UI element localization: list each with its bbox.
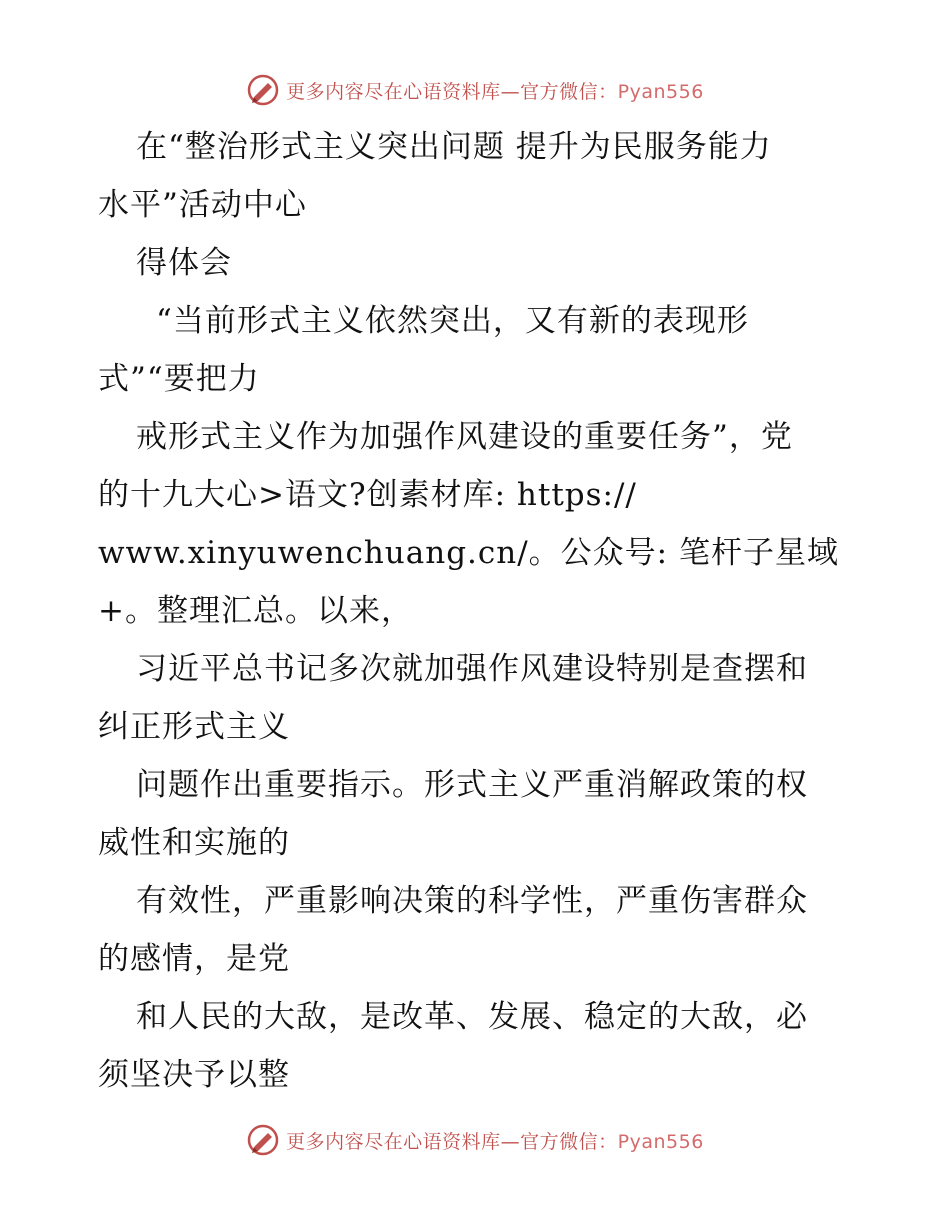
text-line: 问题作出重要指示。形式主义严重消解政策的权: [136, 767, 808, 803]
banner-text: [286, 1127, 704, 1154]
text-line: 得体会: [136, 245, 232, 281]
text-line: 在“整治形式主义突出问题 提升为民服务能力: [136, 129, 772, 165]
text-line: 的感情，是党: [98, 941, 290, 977]
text-line: 的十九大心>语文?创素材库: https://: [98, 477, 637, 513]
text-line: www.xinyuwenchuang.cn/。公众号: 笔杆子星域: [98, 535, 839, 571]
text-line: 水平”活动中心: [98, 187, 307, 223]
banner-label: 更多内容尽在心语资料库—官方微信：: [286, 80, 618, 103]
text-line: 习近平总书记多次就加强作风建设特别是查摆和: [136, 651, 808, 687]
text-line: 威性和实施的: [98, 825, 290, 861]
footer-banner: [0, 1120, 950, 1160]
text-line: 须坚决予以整: [98, 1057, 290, 1093]
text-line: 有效性，严重影响决策的科学性，严重伤害群众: [136, 883, 808, 919]
text-line: “当前形式主义依然突出，又有新的表现形: [156, 303, 749, 339]
banner-text: [286, 77, 704, 104]
pen-logo-icon: [246, 1123, 280, 1157]
header-banner: [0, 70, 950, 110]
text-line: 纠正形式主义: [98, 709, 290, 745]
text-line: 和人民的大敌，是改革、发展、稳定的大敌，必: [136, 999, 808, 1035]
text-line: +。整理汇总。以来，: [98, 593, 413, 629]
document-body: [98, 118, 878, 1104]
banner-wechat-id: Pyan556: [617, 1130, 704, 1153]
banner-label: 更多内容尽在心语资料库—官方微信：: [286, 1130, 618, 1153]
text-line: 式”“要把力: [98, 361, 260, 397]
text-line: 戒形式主义作为加强作风建设的重要任务”，党: [136, 419, 793, 455]
pen-logo-icon: [246, 73, 280, 107]
banner-wechat-id: Pyan556: [617, 80, 704, 103]
